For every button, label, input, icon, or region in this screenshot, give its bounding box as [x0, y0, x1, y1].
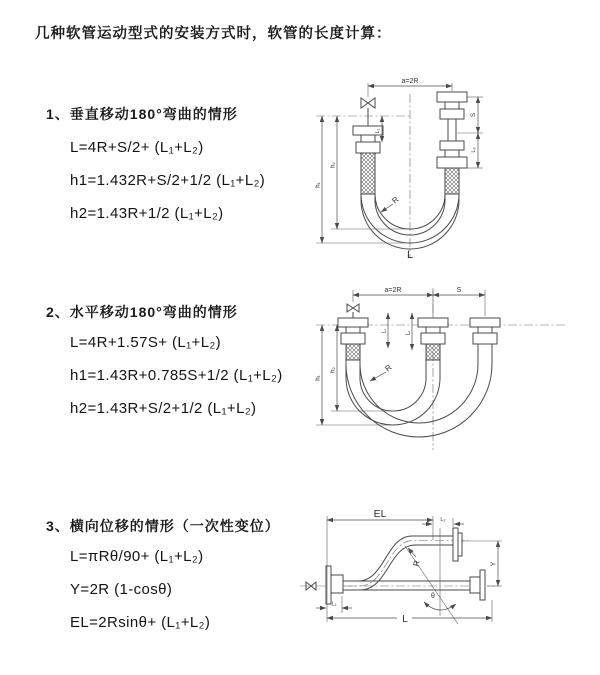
hose-fitting-middle [418, 318, 448, 360]
flange-right-lower [470, 570, 485, 600]
d2-dim-label-h1: h₁ [315, 375, 322, 381]
valve-icon [361, 98, 375, 126]
formula-line: h1=1.43R+0.785S+1/2 (L₁+L₂) [70, 367, 283, 384]
formula-line: L=4R+S/2+ (L₁+L₂) [70, 139, 204, 156]
formula-line: L=4R+1.57S+ (L₁+L₂) [70, 334, 222, 351]
flange-right-upper [453, 528, 462, 561]
section1-heading: 1、垂直移动180°弯曲的情形 [46, 106, 238, 122]
d1-dim-label-l: L [406, 249, 414, 260]
d3-dim-label-l: L [402, 614, 408, 625]
d1-dim-label-a2r: a=2R [401, 78, 419, 85]
d2-dim-label-a2r: a=2R [384, 287, 402, 294]
hose-curve [360, 360, 426, 411]
hose-fitting-right [437, 92, 467, 194]
formula-line: EL=2Rsinθ+ (L₁+L₂) [70, 614, 211, 631]
d2-dim-label-r: R [383, 362, 394, 374]
valve-icon [347, 304, 359, 318]
hose-curve [343, 536, 453, 581]
d1-dim-label-l1: L₁ [375, 128, 381, 134]
d3-dim-label-l1: L₁ [331, 601, 337, 608]
flange-left [326, 566, 343, 604]
formula-line: h2=1.43R+S/2+1/2 (L₁+L₂) [70, 400, 257, 417]
page-title: 几种软管运动型式的安装方式时，软管的长度计算： [35, 26, 392, 42]
formula-line: h1=1.432R+S/2+1/2 (L₁+L₂) [70, 172, 266, 189]
d3-dim-label-el: EL [373, 508, 387, 520]
section2-heading: 2、水平移动180°弯曲的情形 [46, 304, 238, 320]
section2-formulas [70, 326, 283, 425]
section3-formulas [70, 540, 210, 639]
formula-line: Y=2R (1-cosθ) [70, 581, 173, 598]
hose-fitting-right [470, 318, 500, 344]
d1-dim-label-h1: h₁ [315, 182, 322, 188]
hose-curve [343, 545, 453, 590]
d1-dim-label-h2: h₂ [330, 162, 337, 168]
d2-dim-label-l1: L₁ [381, 328, 388, 334]
section3-heading: 3、横向位移的情形（一次性变位） [46, 518, 280, 534]
hose-fitting-left [353, 126, 383, 194]
diagram-horizontal-180-bend [312, 283, 600, 460]
d3-dim-label-theta: θ [431, 593, 435, 600]
d2-dim-label-l2: L₂ [405, 330, 412, 336]
diagram-lateral-displacement [298, 505, 600, 650]
hose-fitting-left [338, 318, 368, 360]
formula-line: L=πRθ/90+ (L₁+L₂) [70, 548, 204, 565]
d2-dim-label-s: S [456, 287, 462, 294]
d1-dim-label-s: S [470, 112, 477, 118]
diagram-vertical-180-bend [312, 78, 600, 260]
d1-dim-label-r: R [390, 194, 401, 206]
d3-dim-label-r: R [411, 559, 422, 568]
d2-dim-label-h2: h₂ [330, 367, 337, 373]
d1-dim-label-l2: L₂ [471, 147, 477, 153]
section1-formulas [70, 131, 265, 230]
d3-dim-label-y: Y [490, 561, 498, 567]
formula-line: h2=1.43R+1/2 (L₁+L₂) [70, 205, 224, 222]
d3-dim-label-l2: L₂ [440, 517, 446, 523]
